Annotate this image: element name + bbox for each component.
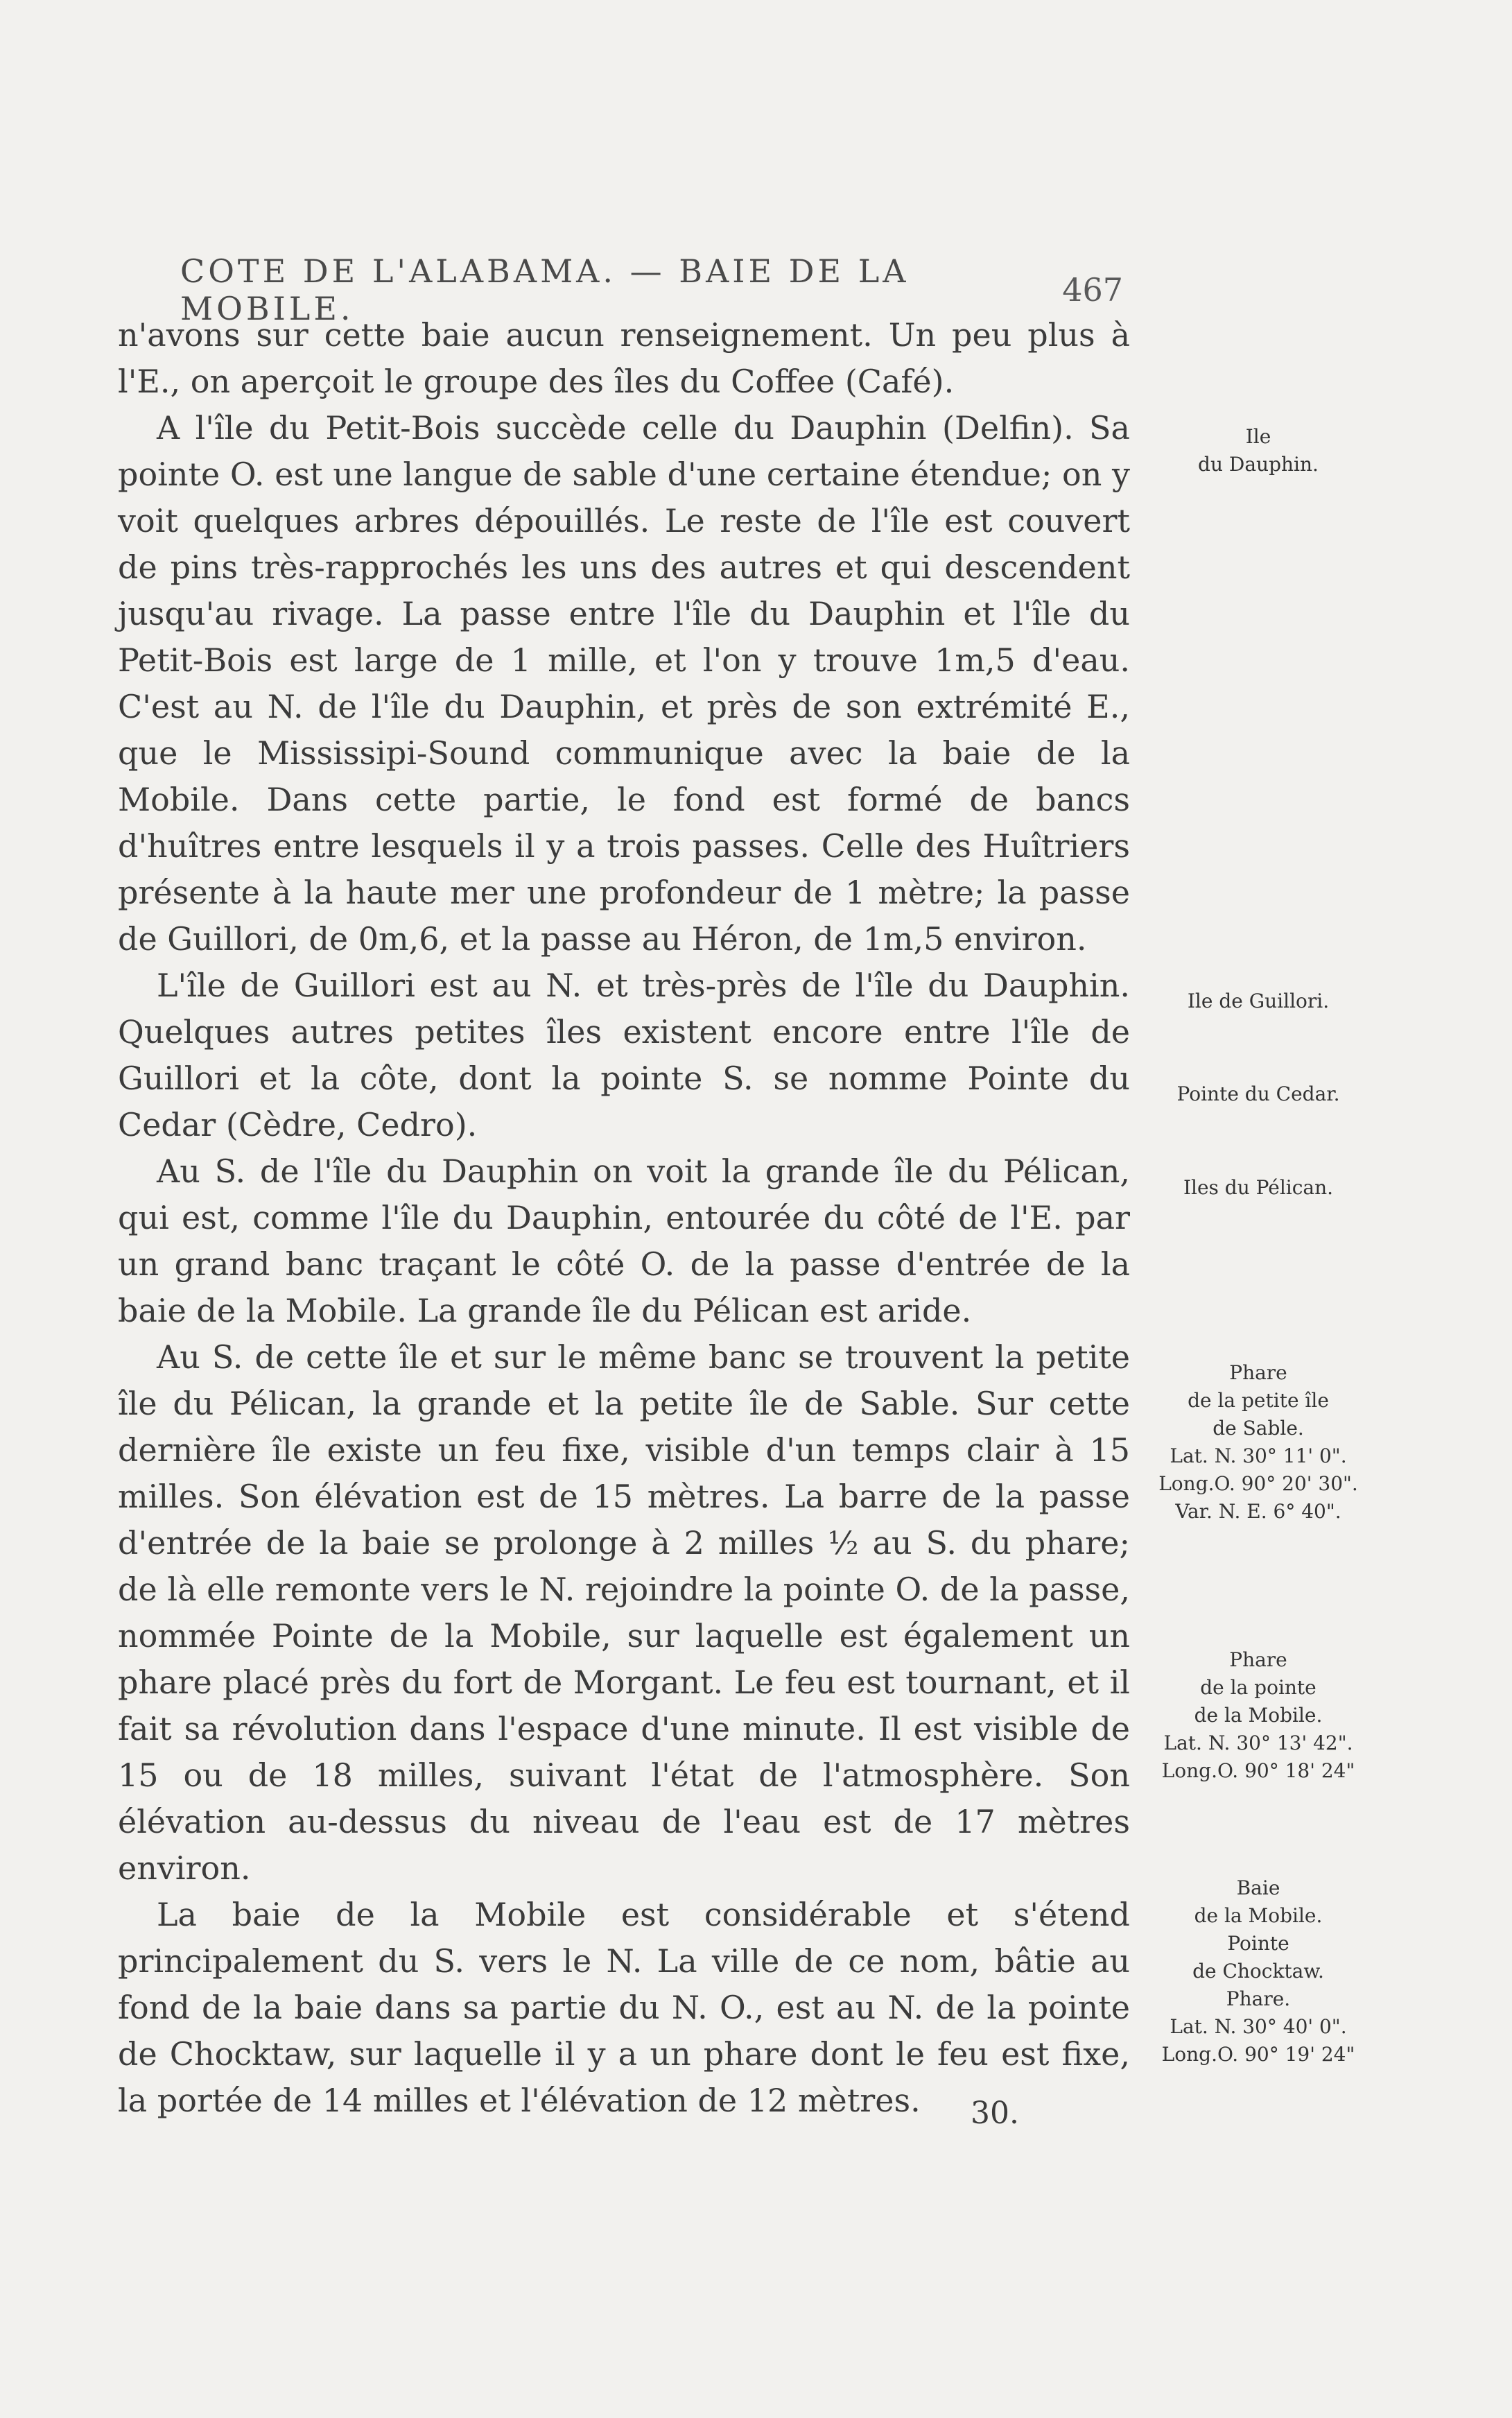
running-head: COTE DE L'ALABAMA. — BAIE DE LA MOBILE. (180, 252, 910, 327)
margin-note-line: Iles du Pélican. (1183, 1176, 1334, 1199)
margin-note-mobile-point (1147, 1646, 1369, 1785)
margin-note-line: de la pointe (1200, 1676, 1317, 1699)
margin-note-line: de Sable. (1213, 1417, 1304, 1440)
margin-note-bay (1147, 1874, 1369, 2069)
paragraph-6: La baie de la Mobile est considérable et s'étend principalement du S. vers le N. La ville de ce nom, bâtie au fond de la baie dans sa partie du N. O., est au N. de la pointe de Chocktaw, sur laquelle il y a un phare dont le feu est fixe, la portée de 14 milles et l'élévation de 12 mètres. (118, 1896, 1130, 2119)
margin-note-line: Pointe du Cedar. (1176, 1082, 1340, 1105)
paragraph-1: n'avons sur cette baie aucun renseignement. Un peu plus à l'E., on aperçoit le groupe des îles du Coffee (Café). (118, 316, 1130, 400)
margin-note-line: Lat. N. 30° 40' 0". (1170, 2015, 1347, 2038)
paragraph-5: Au S. de cette île et sur le même banc se trouvent la petite île du Pélican, la grande et la petite île de Sable. Sur cette dernière île existe un feu fixe, visible d'un temps clair à 15 milles. Son élévation est de 15 mètres. La barre de la passe d'entrée de la baie se prolonge à 2 milles ½ au S. du phare; de là elle remonte vers le N. rejoindre la pointe O. de la passe, nommée Pointe de la Mobile, sur laquelle est également un phare placé près du fort de Morgant. Le feu est tournant, et il fait sa révolution dans l'espace d'une minute. Il est visible de 15 ou de 18 milles, suivant l'état de l'atmosphère. Son élévation au-dessus du niveau de l'eau est de 17 mètres environ. (118, 1338, 1130, 1887)
margin-note-dauphin (1147, 423, 1369, 478)
margin-note-line: Ile de Guillori. (1187, 990, 1330, 1012)
margin-note-line: de Chocktaw. (1192, 1960, 1324, 1983)
margin-note-cedar (1147, 1080, 1369, 1108)
paragraph-2: A l'île du Petit-Bois succède celle du Dauphin (Delfin). Sa pointe O. est une langue de sable d'une certaine étendue; on y voit quelques arbres dépouillés. Le reste de l'île est couvert de pins très-rapprochés les uns des autres et qui descendent jusqu'au rivage. La passe entre l'île du Dauphin et l'île du Petit-Bois est large de 1 mille, et l'on y trouve 1m,5 d'eau. C'est au N. de l'île du Dauphin, et près de son extrémité E., que le Mississipi-Sound communique avec la baie de la Mobile. Dans cette partie, le fond est formé de bancs d'huîtres entre lesquels il y a trois passes. Celle des Huîtriers présente à la haute mer une profondeur de 1 mètre; la passe de Guillori, de 0m,6, et la passe au Héron, de 1m,5 environ. (118, 409, 1130, 958)
page-header (125, 252, 1123, 327)
page-number: 467 (1062, 271, 1123, 309)
paragraph-4: Au S. de l'île du Dauphin on voit la grande île du Pélican, qui est, comme l'île du Dauphin, entourée du côté de l'E. par un grand banc traçant le côté O. de la passe d'entrée de la baie de la Mobile. La grande île du Pélican est aride. (118, 1152, 1130, 1329)
margin-note-guillori (1147, 987, 1369, 1015)
body-text (118, 312, 1130, 2124)
margin-note-line: Pointe (1227, 1932, 1289, 1955)
paragraph-3: L'île de Guillori est au N. et très-près de l'île du Dauphin. Quelques autres petites îles existent encore entre l'île de Guillori et la côte, dont la pointe S. se nomme Pointe du Cedar (Cèdre, Cedro). (118, 967, 1130, 1143)
margin-note-line: Phare (1229, 1648, 1287, 1671)
margin-note-line: de la petite île (1188, 1389, 1329, 1412)
margin-note-line: de la Mobile. (1194, 1704, 1323, 1727)
margin-note-line: Phare. (1226, 1987, 1291, 2010)
margin-note-line: Var. N. E. 6° 40". (1175, 1500, 1341, 1523)
margin-note-line: Phare (1229, 1361, 1287, 1384)
margin-note-line: du Dauphin. (1198, 453, 1319, 476)
margin-note-line: Lat. N. 30° 13' 42". (1163, 1732, 1353, 1754)
margin-note-line: Long.O. 90° 18' 24" (1161, 1759, 1355, 1782)
margin-note-line: Long.O. 90° 20' 30". (1158, 1472, 1358, 1495)
margin-note-line: Long.O. 90° 19' 24" (1161, 2043, 1355, 2066)
margin-note-line: Ile (1245, 425, 1271, 448)
margin-note-sable (1147, 1359, 1369, 1526)
signature-mark: 30. (971, 2096, 1019, 2131)
margin-note-line: Lat. N. 30° 11' 0". (1170, 1444, 1347, 1467)
margin-note-pelican (1147, 1174, 1369, 1202)
margin-note-line: de la Mobile. (1194, 1904, 1323, 1927)
margin-note-line: Baie (1236, 1876, 1280, 1899)
